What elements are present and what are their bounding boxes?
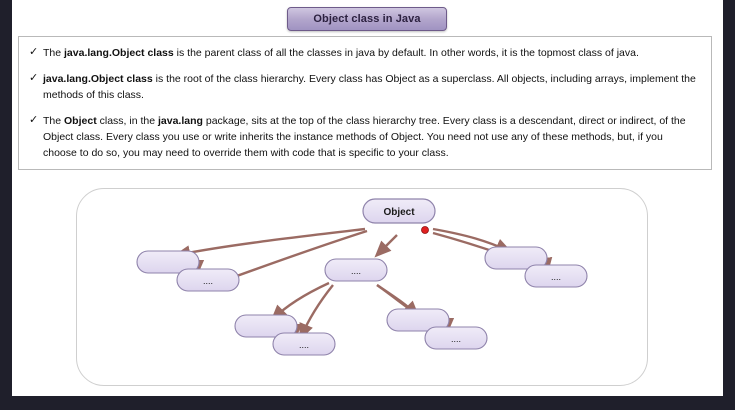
content-text-box xyxy=(18,36,712,170)
right-frame-bar xyxy=(723,0,735,410)
bullet-item xyxy=(29,45,699,61)
node-child-2[interactable] xyxy=(177,269,239,291)
node-label-3: .... xyxy=(350,266,362,276)
bullet-text: java.lang.Object class is the root of the class hierarchy. Every class has Object as a superclass. All objects, including arrays, implement the methods of this class. xyxy=(43,73,696,101)
node-child-7[interactable] xyxy=(273,333,335,355)
bullet-text: The Object class, in the java.lang package, sits at the top of the class hierarchy tree. Every class is a descendant, direct or indirect, of the Object class. Every class you use or write inherits the instance methods of Object. You need not use any of these methods, but, if you choose to do so, you may need to override them with code that is specific to your class. xyxy=(43,115,686,159)
class-hierarchy-diagram xyxy=(76,188,648,386)
node-child-5[interactable] xyxy=(525,265,587,287)
edge-root-n3 xyxy=(377,235,397,255)
check-icon: ✓ xyxy=(29,72,39,84)
bullet-item xyxy=(29,71,699,103)
node-label-5: .... xyxy=(550,272,562,282)
page-title-label: Object class in Java xyxy=(313,13,421,25)
check-icon: ✓ xyxy=(29,114,39,126)
hierarchy-svg xyxy=(77,189,649,387)
page-title xyxy=(287,7,447,31)
nodes-group xyxy=(137,199,587,355)
left-frame-bar xyxy=(0,0,12,410)
bullet-text: The java.lang.Object class is the parent class of all the classes in java by default. In other words, it is the topmost class of java. xyxy=(43,47,639,59)
bullet-item xyxy=(29,113,699,161)
node-child-9[interactable] xyxy=(425,327,487,349)
check-icon: ✓ xyxy=(29,46,39,58)
node-child-3[interactable] xyxy=(325,259,387,281)
node-label-root: Object xyxy=(383,207,415,218)
red-dot-marker xyxy=(422,227,429,234)
node-label-2: .... xyxy=(202,276,214,286)
bottom-frame-bar xyxy=(0,396,735,410)
node-object-root[interactable] xyxy=(363,199,435,223)
node-label-9: .... xyxy=(450,334,462,344)
node-label-7: .... xyxy=(298,340,310,350)
edge-n3-n7 xyxy=(301,285,333,337)
